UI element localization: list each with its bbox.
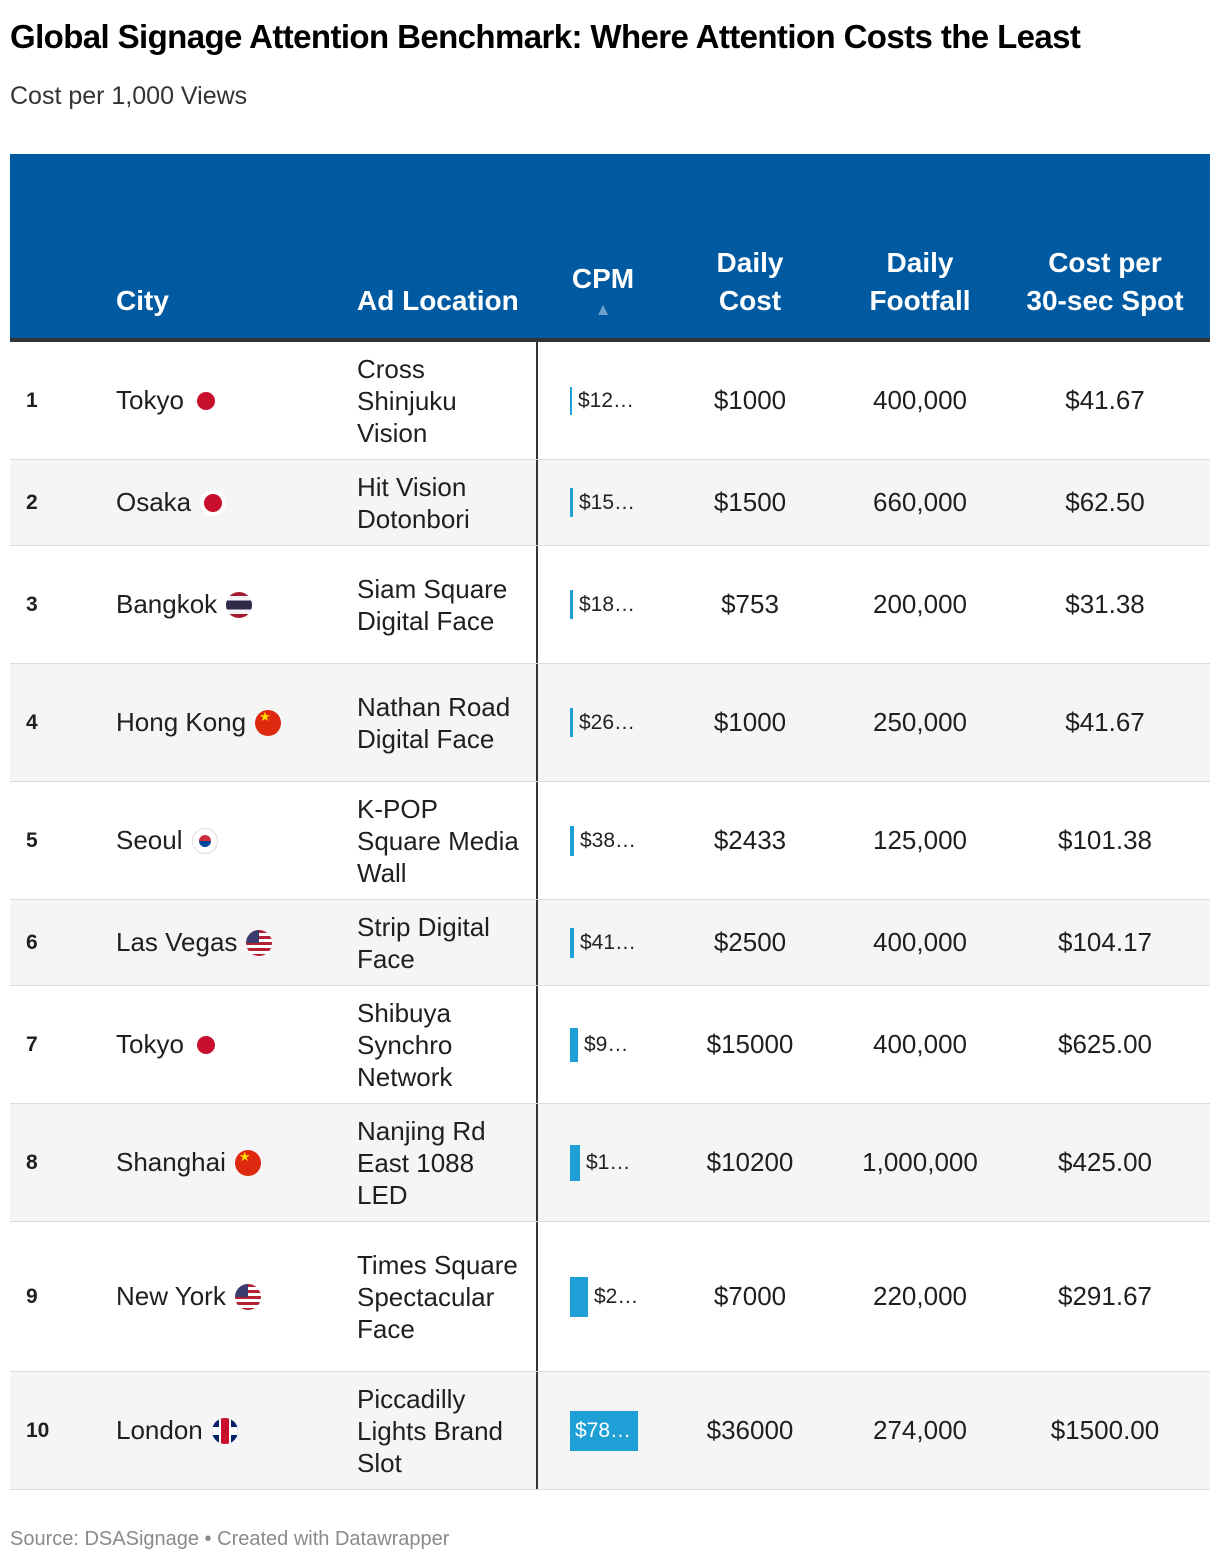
- footfall-cell: 125,000: [873, 825, 967, 855]
- footfall-cell: 200,000: [873, 589, 967, 619]
- daily-cost-cell: $36000: [706, 1415, 794, 1445]
- location-cell: Siam Square Digital Face: [357, 573, 508, 636]
- uk-flag-icon: [212, 1418, 238, 1444]
- thailand-flag-icon: [226, 592, 252, 618]
- city-cell: [116, 782, 218, 899]
- table-row: [10, 1372, 1210, 1490]
- china-flag-icon: [255, 710, 281, 736]
- city-cell: [116, 1222, 261, 1371]
- cpm-bar: [570, 826, 574, 856]
- city-cell: [116, 986, 219, 1103]
- city-name: Hong Kong: [116, 707, 247, 737]
- table-header: [10, 154, 1210, 338]
- city-name: Tokyo: [116, 385, 184, 415]
- spot-cost-cell: $625.00: [1058, 1029, 1152, 1059]
- cpm-label: $18…: [579, 592, 636, 616]
- location-cell: Times Square Spectacular Face: [357, 1249, 518, 1344]
- city-name: London: [116, 1415, 203, 1445]
- location-cell: Nanjing Rd East 1088 LED: [357, 1115, 486, 1210]
- spot-cost-cell: $1500.00: [1050, 1415, 1160, 1445]
- chart-subtitle: Cost per 1,000 Views: [10, 82, 248, 110]
- cpm-bar: [570, 387, 572, 415]
- rank-cell: 4: [26, 710, 38, 734]
- daily-cost-cell: $15000: [706, 1029, 794, 1059]
- japan-flag-icon: [200, 490, 226, 516]
- header-city[interactable]: City: [116, 285, 169, 316]
- cpm-label: $2…: [594, 1284, 639, 1308]
- cpm-bar: [570, 1028, 578, 1062]
- location-cell: Strip Digital Face: [357, 911, 490, 974]
- location-cell: Shibuya Synchro Network: [357, 997, 453, 1092]
- source-note: Source: DSASignage • Created with Datawrapper: [10, 1528, 450, 1550]
- table-row: [10, 342, 1210, 460]
- city-cell: [116, 1372, 238, 1489]
- spot-cost-cell: $291.67: [1058, 1281, 1152, 1311]
- cpm-bar: [570, 1277, 588, 1317]
- table-row: [10, 460, 1210, 546]
- footfall-cell: 660,000: [873, 487, 967, 517]
- daily-cost-cell: $1000: [713, 707, 787, 737]
- table-row: [10, 900, 1210, 986]
- header-footfall[interactable]: Daily Footfall: [869, 247, 971, 316]
- footfall-cell: 400,000: [873, 927, 967, 957]
- table-row: [10, 1104, 1210, 1222]
- footfall-cell: 250,000: [873, 707, 967, 737]
- spot-cost-cell: $425.00: [1058, 1147, 1152, 1177]
- city-name: Seoul: [116, 825, 183, 855]
- cpm-bar: [570, 928, 574, 958]
- header-daily-cost[interactable]: Daily Cost: [716, 247, 784, 316]
- cpm-cell: [536, 342, 664, 459]
- daily-cost-cell: $2433: [713, 825, 787, 855]
- city-name: Osaka: [116, 487, 192, 517]
- cpm-bar: [570, 590, 573, 619]
- rank-cell: 9: [26, 1284, 38, 1308]
- location-cell: Cross Shinjuku Vision: [357, 353, 457, 448]
- city-name: Las Vegas: [116, 927, 238, 957]
- footfall-cell: 400,000: [873, 1029, 967, 1059]
- footfall-cell: 400,000: [873, 385, 967, 415]
- header-cpm[interactable]: [550, 260, 656, 320]
- cpm-cell: [536, 986, 664, 1103]
- city-name: Bangkok: [116, 589, 218, 619]
- usa-flag-icon: [235, 1284, 261, 1310]
- daily-cost-cell: $1000: [713, 385, 787, 415]
- spot-cost-cell: $31.38: [1065, 589, 1145, 619]
- daily-cost-cell: $10200: [706, 1147, 794, 1177]
- rank-cell: 7: [26, 1032, 38, 1056]
- cpm-cell: [536, 900, 664, 985]
- usa-flag-icon: [246, 930, 272, 956]
- table-row: [10, 664, 1210, 782]
- daily-cost-cell: $753: [721, 589, 779, 619]
- rank-cell: 10: [26, 1418, 50, 1442]
- table-row: [10, 1222, 1210, 1372]
- city-name: Shanghai: [116, 1147, 226, 1177]
- location-cell: Piccadilly Lights Brand Slot: [357, 1383, 503, 1478]
- location-cell: K-POP Square Media Wall: [357, 793, 519, 888]
- city-cell: [116, 900, 272, 985]
- cpm-label: $41…: [580, 930, 637, 954]
- city-cell: [116, 664, 281, 781]
- china-flag-icon: [235, 1150, 261, 1176]
- cpm-label: $9…: [584, 1032, 629, 1056]
- cpm-cell: [536, 460, 664, 545]
- footfall-cell: 1,000,000: [862, 1147, 978, 1177]
- chart-title: Global Signage Attention Benchmark: Where Attention Costs the Least: [10, 18, 1081, 55]
- cpm-label: $78…: [575, 1418, 632, 1442]
- location-cell: Nathan Road Digital Face: [357, 691, 511, 754]
- cpm-label: $1…: [586, 1150, 631, 1174]
- table-row: [10, 546, 1210, 664]
- cpm-cell: [536, 1222, 664, 1371]
- cpm-cell: [536, 546, 664, 663]
- daily-cost-cell: $2500: [713, 927, 787, 957]
- cpm-label: $38…: [580, 828, 637, 852]
- location-cell: Hit Vision Dotonbori: [357, 471, 470, 534]
- spot-cost-cell: $41.67: [1065, 707, 1145, 737]
- city-cell: [116, 1104, 261, 1221]
- cpm-label: $12…: [578, 388, 635, 412]
- cpm-label: $26…: [579, 710, 636, 734]
- cpm-bar: [570, 1145, 580, 1181]
- rank-cell: 3: [26, 592, 38, 616]
- rank-cell: 2: [26, 490, 38, 514]
- spot-cost-cell: $62.50: [1065, 487, 1145, 517]
- header-spot-cost[interactable]: Cost per 30-sec Spot: [1026, 247, 1184, 316]
- cpm-cell: [536, 1372, 664, 1489]
- header-location[interactable]: Ad Location: [357, 285, 519, 316]
- rank-cell: 1: [26, 388, 38, 412]
- spot-cost-cell: $104.17: [1058, 927, 1152, 957]
- data-table: [10, 154, 1210, 1490]
- city-name: Tokyo: [116, 1029, 184, 1059]
- city-cell: [116, 546, 252, 663]
- table-row: [10, 782, 1210, 900]
- cpm-bar: [570, 708, 573, 737]
- korea-flag-icon: [192, 828, 218, 854]
- cpm-bar: [570, 488, 573, 517]
- cpm-label: $15…: [579, 490, 636, 514]
- cpm-cell: [536, 782, 664, 899]
- spot-cost-cell: $101.38: [1058, 825, 1152, 855]
- japan-flag-icon: [193, 388, 219, 414]
- sort-arrow-icon: ▲: [594, 300, 612, 319]
- spot-cost-cell: $41.67: [1065, 385, 1145, 415]
- cpm-cell: [536, 664, 664, 781]
- city-cell: [116, 460, 226, 545]
- header-cpm-label: CPM: [571, 263, 635, 294]
- city-name: New York: [116, 1281, 226, 1311]
- daily-cost-cell: $7000: [713, 1281, 787, 1311]
- footfall-cell: 220,000: [873, 1281, 967, 1311]
- japan-flag-icon: [193, 1032, 219, 1058]
- rank-cell: 6: [26, 930, 38, 954]
- cpm-cell: [536, 1104, 664, 1221]
- table-body: [10, 342, 1210, 1490]
- city-cell: [116, 342, 219, 459]
- table-row: [10, 986, 1210, 1104]
- footfall-cell: 274,000: [873, 1415, 967, 1445]
- rank-cell: 8: [26, 1150, 38, 1174]
- daily-cost-cell: $1500: [713, 487, 787, 517]
- rank-cell: 5: [26, 828, 38, 852]
